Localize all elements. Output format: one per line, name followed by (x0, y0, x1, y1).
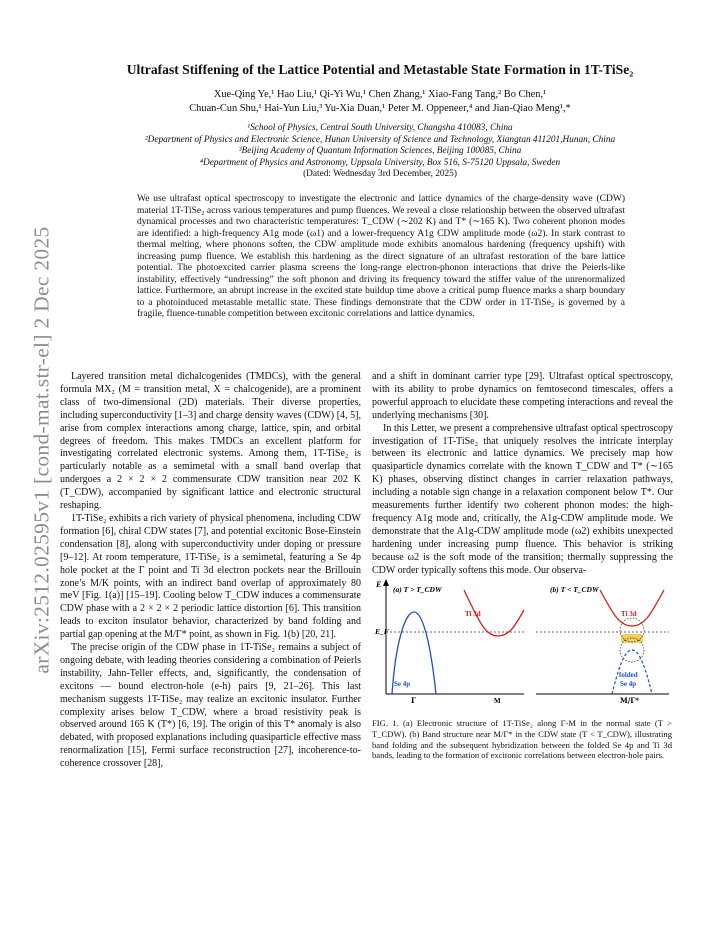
panel-b (536, 585, 669, 705)
gamma-point-label: Γ (411, 696, 416, 705)
panel-a-label: (a) T > T_CDW (393, 585, 442, 594)
energy-axis-arrow (383, 579, 389, 586)
ti-3d-label: Ti 3d (465, 610, 481, 618)
m-gamma-star-label: M/Γ* (620, 696, 639, 705)
ti-3d-label-b: Ti 3d (621, 610, 637, 618)
author-line-2: Chuan-Cun Shu,¹ Hai-Yun Liu,³ Yu-Xia Duan,¹ Peter M. Oppeneer,⁴ and Jian-Qiao Meng¹,* (189, 103, 571, 114)
m-point-label: M (494, 697, 501, 705)
paragraph: The precise origin of the CDW phase in 1T-TiSe₂ remains a subject of ongoing debate, with leading theories considering a combination of Peierls instability, Jahn-Teller effects, and, significantly, the condensation of excitons — bound electron-hole (e-h) pairs [9, 21–26]. This last mechanism suggests 1T-TiSe₂ may realize an excitonic insulator. Further complexity arises below T_CDW, where a broad resistivity peak is observed around 165 K (T*) [6, 19]. The origin of this T* anomaly is also debated, with proposed explanations including quasiparticle effective mass renormalization [15], Fermi surface reconstruction [27], incoherence-to-coherence crossover [28], (60, 642, 361, 770)
body-column-left (60, 371, 361, 771)
panel-b-label: (b) T < T_CDW (550, 585, 599, 594)
affiliation-4: ⁴Department of Physics and Astronomy, Uppsala University, Box 516, S-75120 Uppsala, Sweden (199, 157, 561, 168)
folded-label: folded (619, 671, 638, 679)
se-4p-label: Se 4p (394, 680, 411, 688)
se-4p-label-b: Se 4p (620, 680, 637, 688)
paragraph: 1T-TiSe₂ exhibits a rich variety of physical phenomena, including CDW formation [6], chiral CDW states [7], and potential excitonic Bose-Einstein condensation [8], along with superconductivity under doping or pressure [9–12]. At room temperature, 1T-TiSe₂ is a semimetal, featuring a Se 4p hole pocket at the Γ point and Ti 3d electron pockets near the Brillouin zone’s M/K points, with an indirect band overlap of approximately 80 meV [Fig. 1(a)] [15–19]. Cooling below T_CDW induces a commensurate CDW phase with a 2 × 2 × 2 periodic lattice distortion [6]. This transition leads to exciton insulator behavior, characterized by band folding and partial gap opening at the M/Γ* point, as shown in Fig. 1(b) [20, 21]. (60, 512, 361, 641)
paragraph: and a shift in dominant carrier type [29]. Ultrafast optical spectroscopy, with its ability to probe dynamics on femtosecond timescales, offers a powerful approach to elucidate these competing interactions and reveal the underlying mechanisms [30]. (372, 371, 673, 421)
panel-a (374, 579, 524, 705)
affiliation-list (60, 123, 700, 181)
paper-title: Ultrafast Stiffening of the Lattice Potential and Metastable State Formation in 1T-TiSe₂ (126, 62, 634, 77)
figure-1-caption: FIG. 1. (a) Electronic structure of 1T-TiSe₂ along Γ-M in the normal state (T > T_CDW). (b) Band structure near M/Γ* in the CDW state (T < T_CDW), illustrating band folding and the subsequent hybridization between the folded Se 4p and Ti 3d bands, leading to the formation of excitonic correlations between electron-hole pairs. (372, 718, 672, 761)
affiliation-3: ³Beijing Academy of Quantum Information Sciences, Beijing 100085, China (238, 146, 522, 157)
arxiv-watermark (22, 226, 62, 674)
affiliation-2: ²Department of Physics and Electronic Science, Hunan University of Science and Technology, Xiangtan 411201,Hunan, China (144, 134, 616, 145)
author-list (80, 88, 680, 116)
energy-label: E (376, 580, 382, 589)
figure-1-band-diagram (374, 578, 674, 708)
author-line-1: Xue-Qing Ye,¹ Hao Liu,¹ Qi-Yi Wu,¹ Chen Zhang,¹ Xiao-Fang Tang,² Bo Chen,¹ (213, 89, 547, 100)
paragraph: In this Letter, we present a comprehensive ultrafast optical spectroscopy investigation of 1T-TiSe₂ that uniquely resolves the intricate interplay between its electronic and lattice dynamics. We precisely map how quasiparticle dynamics correlate with the known T_CDW and T* (∼165 K) phases, observing distinct changes in carrier relaxation pathways, including a notable sign change in a relaxation component below T*. Our measurements further identify two coherent phonon modes: the high-frequency A1g mode and, critically, the A1g-CDW amplitude mode. We demonstrate that the A1g-CDW amplitude mode (ω2) exhibits unexpected hardening under increasing pump fluence. This behavior is striking because ω2 is the soft mode of the transition; thermally suppressing the CDW order typically softens this mode. Our observa- (372, 422, 673, 576)
abstract: We use ultrafast optical spectroscopy to investigate the electronic and lattice dynamics of the charge-density wave (CDW) material 1T-TiSe₂ across various temperatures and pump fluences. We reveal a close relationship between the observed ultrafast dynamical processes and two characteristic temperatures: T_CDW (∼202 K) and T* (∼165 K). Two coherent phonon modes are identified: a high-frequency A1g mode (ω1) and a lower-frequency A1g CDW amplitude mode (ω2). In stark contrast to thermal melting, where phonons soften, the CDW amplitude mode exhibits anomalous hardening (frequency upshift) with increasing pump fluence. We establish this hardening as the direct signature of an ultrafast restoration of the bare lattice potential. The photoexcited carrier plasma screens the long-range electron-phonon interactions that drive the Peierls-like instability, effectively “undressing” the soft phonon and driving its frequency toward the stiffer value of the unrenormalized lattice. Furthermore, an abrupt increase in the excited state buildup time above a critical pump fluence marks a sharp boundary to a photoinduced metastable metallic state. These findings demonstrate that the CDW order in 1T-TiSe₂ is governed by a fragile, fluence-tunable competition between excitonic correlations and lattice dynamics. (137, 194, 625, 319)
arxiv-identifier: arXiv:2512.02595v1 [cond-mat.str-el] 2 Dec 2025 (29, 226, 54, 674)
ti-3d-band-b (600, 590, 664, 626)
paragraph: Layered transition metal dichalcogenides (TMDCs), with the general formula MX₂ (M = transition metal, X = chalcogenide), are a prominent class of two-dimensional (2D) materials. Their diverse properties, including superconductivity [1–3] and charge density waves (CDW) [4, 5], arise from complex interactions among charge, lattice, spin, and orbital degrees of freedom. This makes TMDCs an excellent platform for investigating correlated electronic systems. Among them, 1T-TiSe₂ is particularly notable as a semimetal with a small band overlap that undergoes a 2 × 2 × 2 commensurate CDW transition near 202 K (T_CDW), accompanied by significant lattice and electronic structural reshaping. (60, 371, 361, 512)
fermi-level-label: E_F (375, 627, 389, 636)
date-line: (Dated: Wednesday 3rd December, 2025) (303, 169, 457, 180)
body-column-right (372, 371, 673, 578)
affiliation-1: ¹School of Physics, Central South University, Changsha 410083, China (247, 123, 513, 133)
